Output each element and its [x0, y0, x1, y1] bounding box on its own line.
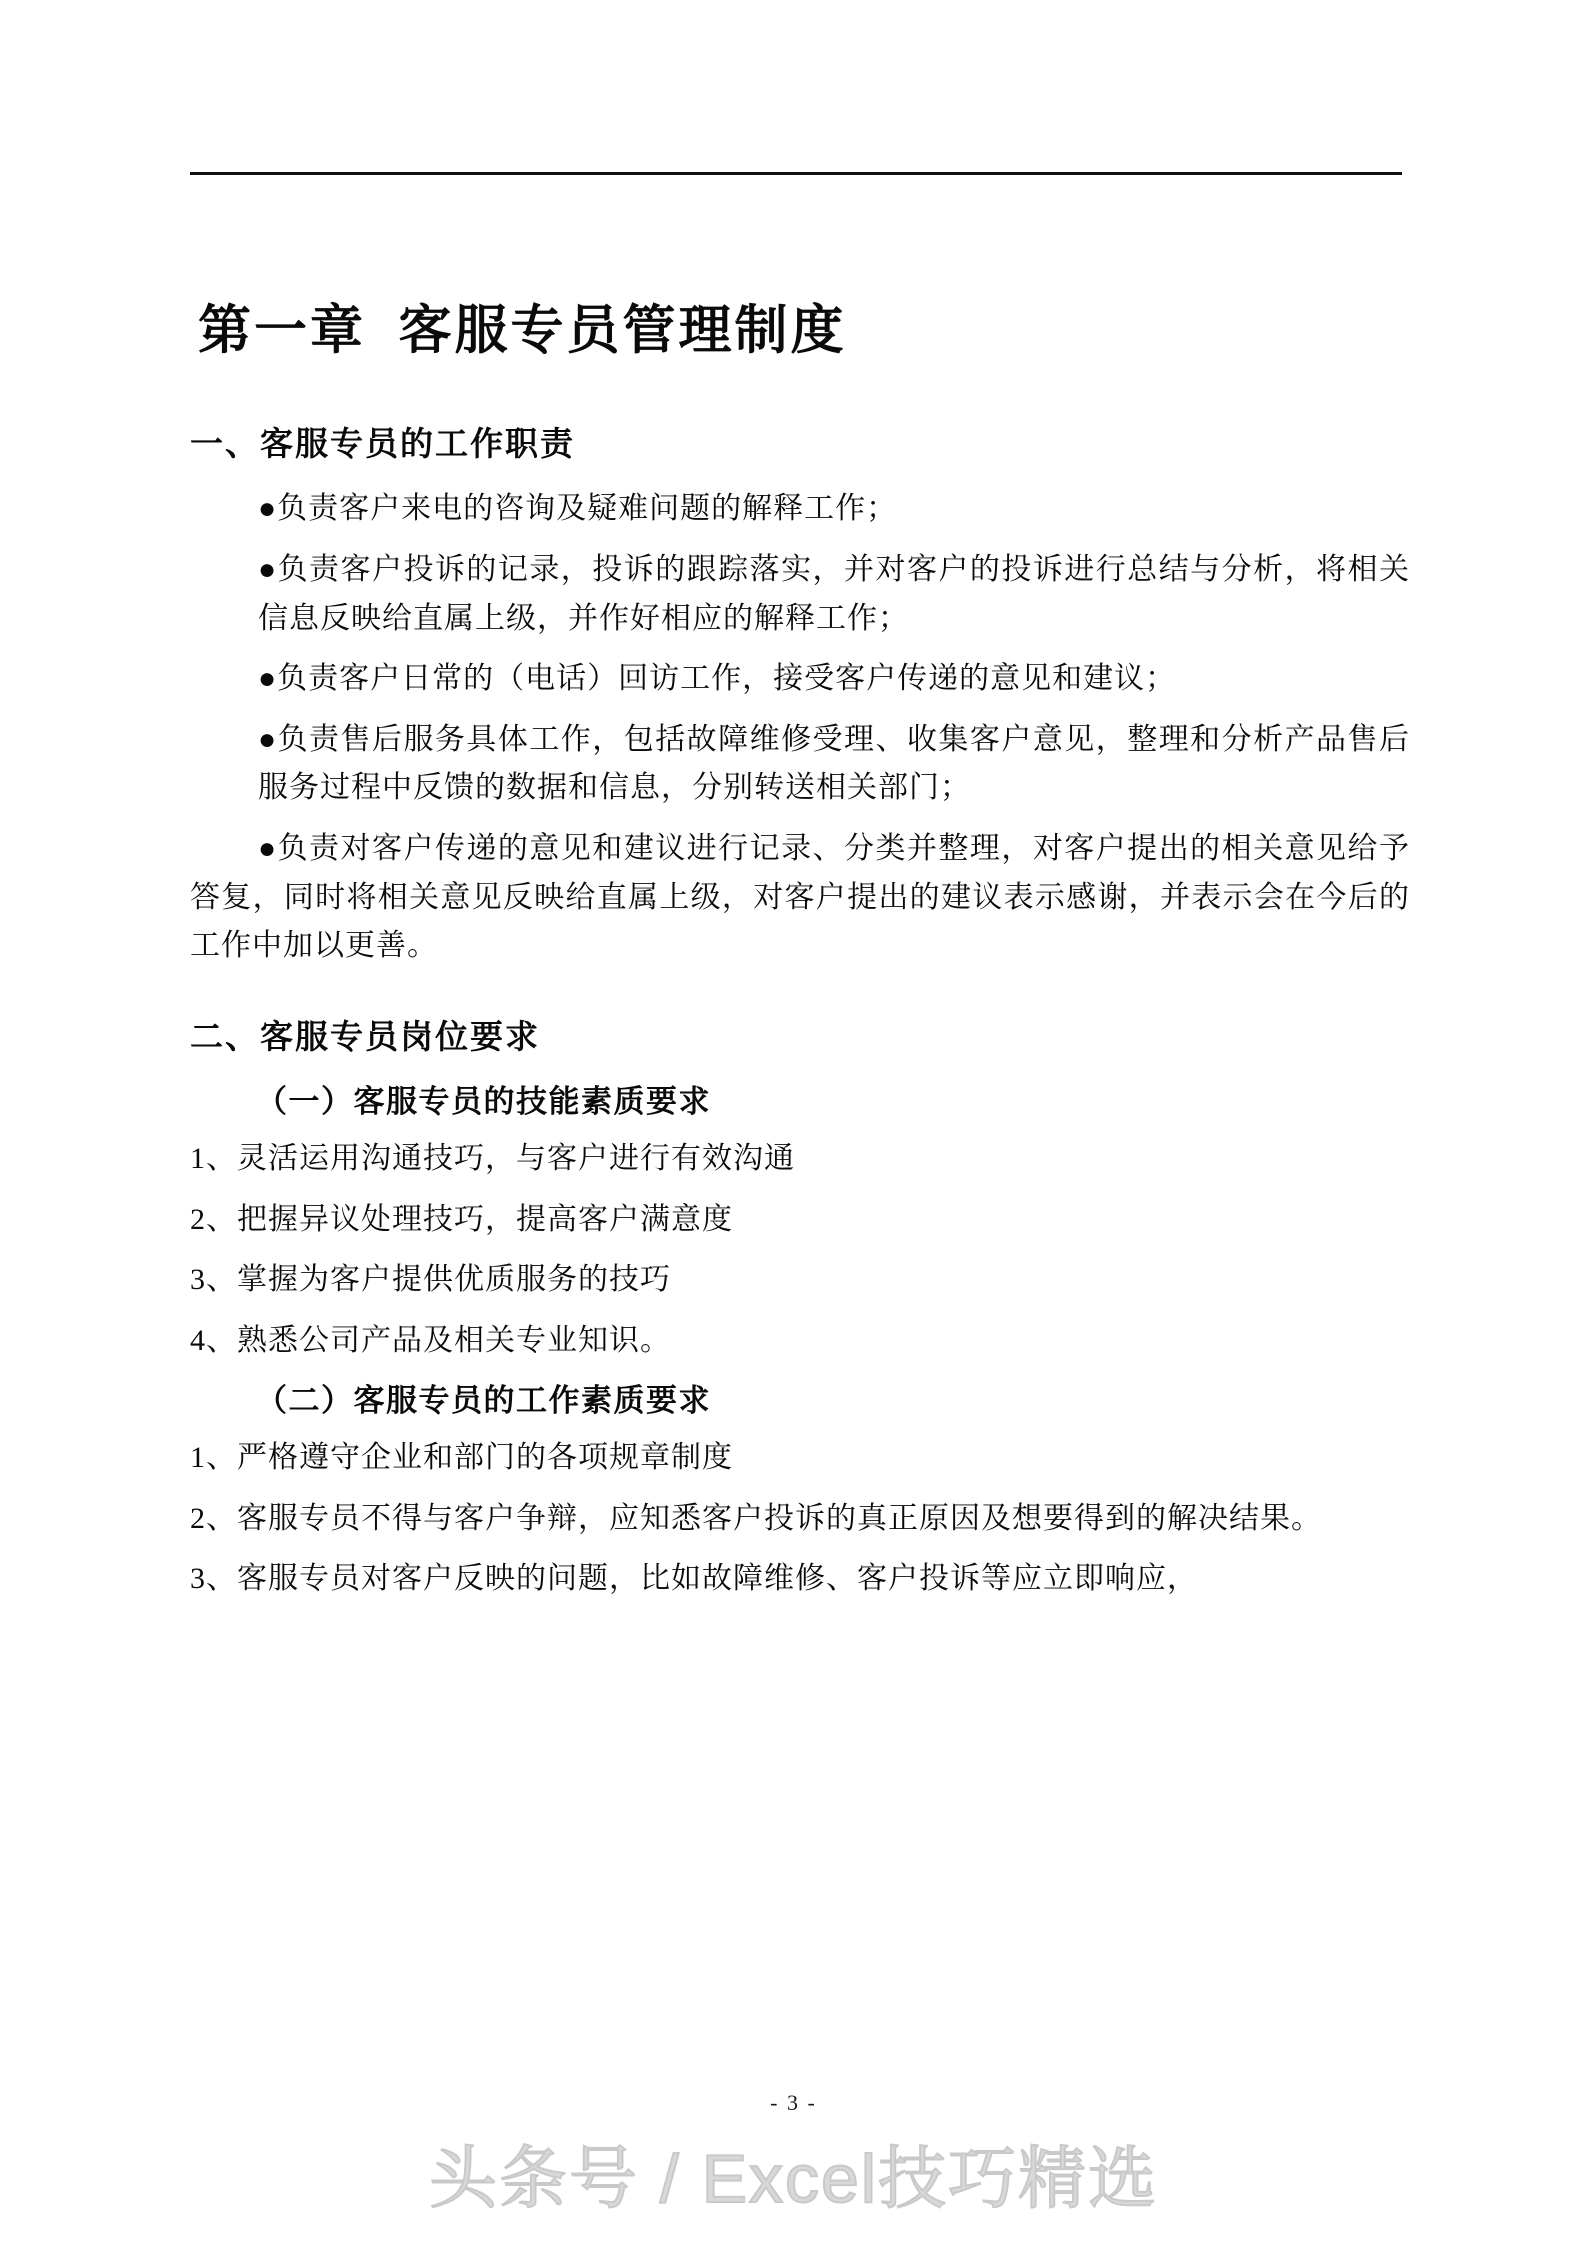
duty-bullet-2: ●负责客户投诉的记录，投诉的跟踪落实，并对客户的投诉进行总结与分析，将相关信息反映给直属上级，并作好相应的解释工作； [258, 553, 1410, 635]
section-heading-two: 二、客服专员岗位要求 [190, 1019, 540, 1056]
header-divider-rule [190, 172, 1402, 175]
work-requirement-3: 3、客服专员对客户反映的问题，比如故障维修、客户投诉等应立即响应， [190, 1562, 1198, 1596]
skill-requirement-2: 2、把握异议处理技巧，提高客户满意度 [190, 1202, 733, 1236]
skill-requirement-4: 4、熟悉公司产品及相关专业知识。 [190, 1323, 671, 1357]
watermark: 头条号 / Excel技巧精选 [429, 2141, 1158, 2217]
subsection-heading-one: （一）客服专员的技能素质要求 [256, 1083, 711, 1119]
duty-closing-paragraph: ●负责对客户传递的意见和建议进行记录、分类并整理，对客户提出的相关意见给予答复，同时将相关意见反映给直属上级，对客户提出的建议表示感谢，并表示会在今后的工作中加以更善。 [190, 832, 1410, 963]
section-heading-one: 一、客服专员的工作职责 [190, 426, 575, 463]
work-requirement-2: 2、客服专员不得与客户争辩，应知悉客户投诉的真正原因及想要得到的解决结果。 [190, 1501, 1322, 1535]
duty-bullet-4: ●负责售后服务具体工作，包括故障维修受理、收集客户意见，整理和分析产品售后服务过程中反馈的数据和信息，分别转送相关部门； [258, 722, 1410, 805]
work-requirement-1: 1、严格遵守企业和部门的各项规章制度 [190, 1441, 733, 1474]
subsection-heading-two: （二）客服专员的工作素质要求 [256, 1382, 711, 1418]
chapter-title: 第一章 客服专员管理制度 [198, 302, 847, 360]
skill-requirement-1: 1、灵活运用沟通技巧，与客户进行有效沟通 [190, 1142, 795, 1176]
duty-bullet-1: ●负责客户来电的咨询及疑难问题的解释工作； [258, 492, 898, 526]
page-number: - 3 - [770, 2090, 817, 2115]
skill-requirement-3: 3、掌握为客户提供优质服务的技巧 [190, 1263, 671, 1297]
duty-bullet-3: ●负责客户日常的（电话）回访工作，接受客户传递的意见和建议； [258, 662, 1177, 696]
document-content [190, 300, 1410, 1616]
